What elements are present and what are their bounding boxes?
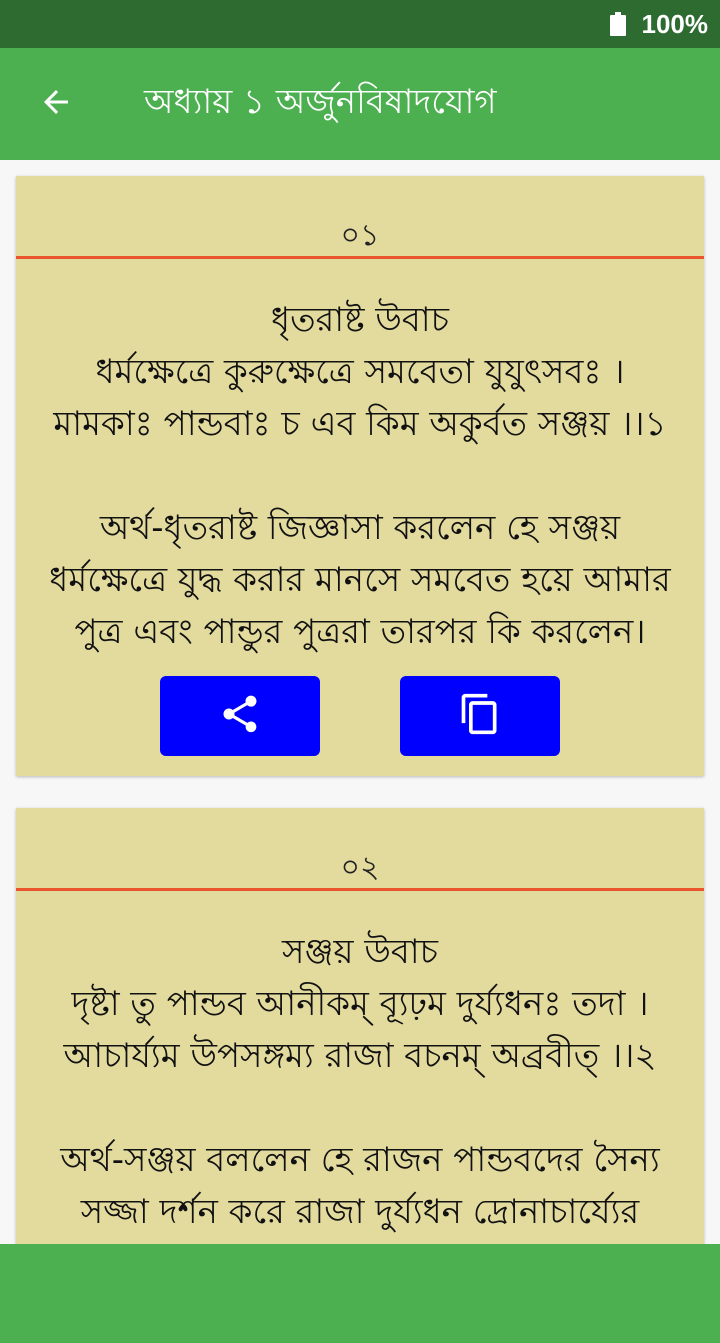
bottom-banner [0, 1244, 720, 1343]
arrow-back-icon [38, 84, 74, 124]
page-title: অধ্যায় ১ অর্জুনবিষাদযোগ [144, 82, 497, 122]
verse-card [16, 176, 704, 776]
status-bar [0, 0, 720, 48]
copy-button[interactable] [400, 676, 560, 756]
battery-full-icon [610, 12, 626, 36]
verse-text: সঞ্জয় উবাচ দৃষ্টা তু পান্ডব আনীকম্ ব্যূঢ়ম দুর্য্যধনঃ তদা । আচার্য্যম উপসঙ্গম্য রাজা বচনম্ অব্রবীত্ ।।২ [63, 932, 657, 1076]
verse-text: ধৃতরাষ্ট উবাচ ধর্মক্ষেত্রে কুরুক্ষেত্রে সমবেতা যুযুৎসবঃ । মামকাঃ পান্ডবাঃ চ এব কিম অকুর্বত সঞ্জয় ।।১ [53, 300, 667, 444]
share-icon [218, 692, 262, 740]
copy-icon [458, 692, 502, 740]
back-button[interactable] [28, 78, 84, 130]
verse-meaning: অর্থ-সঞ্জয় বললেন হে রাজন পান্ডবদের সৈন্য সজ্জা দর্শন করে রাজা দুর্য্যধন দ্রোনাচার্য্যের [60, 1140, 660, 1232]
share-button[interactable] [160, 676, 320, 756]
divider [16, 256, 704, 259]
divider [16, 888, 704, 891]
verse-number: ০২ [340, 850, 380, 885]
app-bar [0, 48, 720, 160]
battery-percentage: 100% [641, 9, 708, 39]
verse-list[interactable] [0, 160, 720, 1244]
verse-meaning: অর্থ-ধৃতরাষ্ট জিজ্ঞাসা করলেন হে সঞ্জয় ধর্মক্ষেত্রে যুদ্ধ করার মানসে সমবেত হয়ে আমার পুত্র এবং পান্ডুর পুত্ররা তারপর কি করলেন। [49, 508, 671, 652]
verse-number: ০১ [340, 218, 380, 253]
verse-card [16, 808, 704, 1244]
